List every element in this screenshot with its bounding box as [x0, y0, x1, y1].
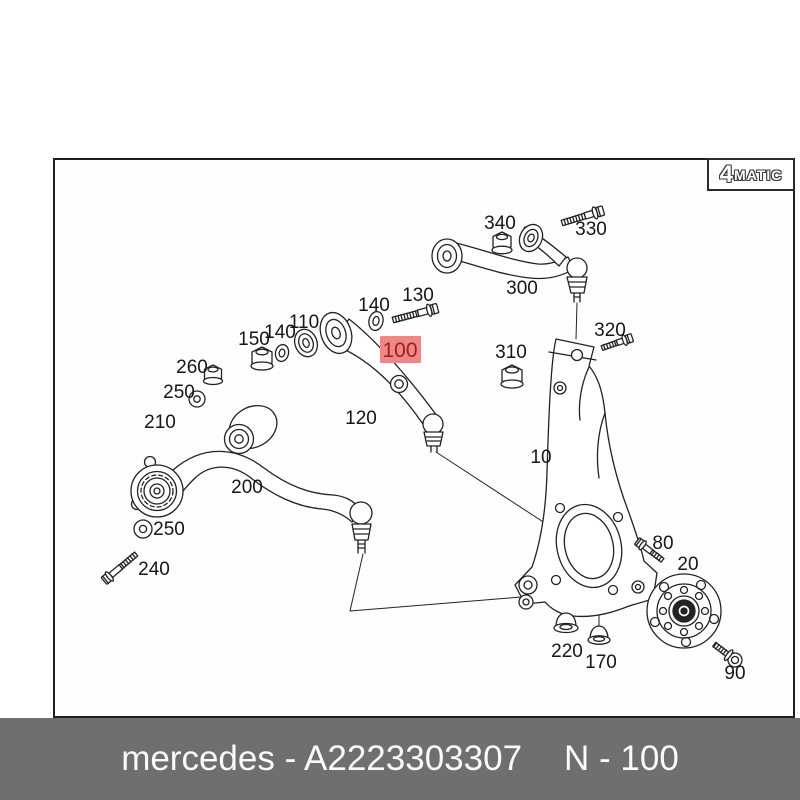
4matic-badge-number: 4	[719, 160, 734, 188]
4matic-badge-text: MATIC	[734, 166, 783, 183]
part-label-210[interactable]: 210	[144, 412, 176, 433]
cap-nut-170	[588, 626, 610, 644]
part-label-220[interactable]: 220	[551, 641, 583, 662]
part-label-120[interactable]: 120	[345, 408, 377, 429]
part-label-300[interactable]: 300	[506, 278, 538, 299]
part-label-200[interactable]: 200	[231, 477, 263, 498]
part-label-310[interactable]: 310	[495, 342, 527, 363]
part-label-10[interactable]: 10	[530, 447, 552, 468]
washer-250-lower	[134, 520, 152, 538]
part-label-140-left[interactable]: 140	[264, 322, 296, 343]
part-label-250-lower[interactable]: 250	[153, 519, 185, 540]
part-label-100-highlighted[interactable]: 100	[382, 339, 418, 362]
part-label-260[interactable]: 260	[176, 357, 208, 378]
nut-150	[251, 347, 273, 370]
part-label-140-upper[interactable]: 140	[358, 295, 390, 316]
part-label-340[interactable]: 340	[484, 213, 516, 234]
part-label-110[interactable]: 110	[288, 312, 320, 333]
wheel-hub	[647, 574, 721, 648]
part-label-330[interactable]: 330	[575, 219, 607, 240]
bushing-210	[221, 397, 284, 457]
nut-340	[492, 232, 512, 254]
footer-sheet-number: N - 100	[564, 739, 679, 778]
part-label-90[interactable]: 90	[724, 663, 746, 684]
part-label-320[interactable]: 320	[594, 320, 626, 341]
part-label-170[interactable]: 170	[585, 652, 617, 673]
washer-140-left	[274, 343, 290, 362]
nut-310	[501, 365, 523, 388]
bolt-240	[100, 550, 140, 586]
part-label-130[interactable]: 130	[402, 285, 434, 306]
part-label-150[interactable]: 150	[238, 329, 270, 350]
footer-bar	[0, 718, 800, 800]
footer-part-number: mercedes - A2223303307	[121, 739, 523, 778]
part-label-240[interactable]: 240	[138, 559, 170, 580]
part-label-250-upper[interactable]: 250	[163, 382, 195, 403]
part-label-20[interactable]: 20	[677, 554, 699, 575]
part-label-80[interactable]: 80	[652, 533, 674, 554]
steering-knuckle	[515, 339, 657, 621]
